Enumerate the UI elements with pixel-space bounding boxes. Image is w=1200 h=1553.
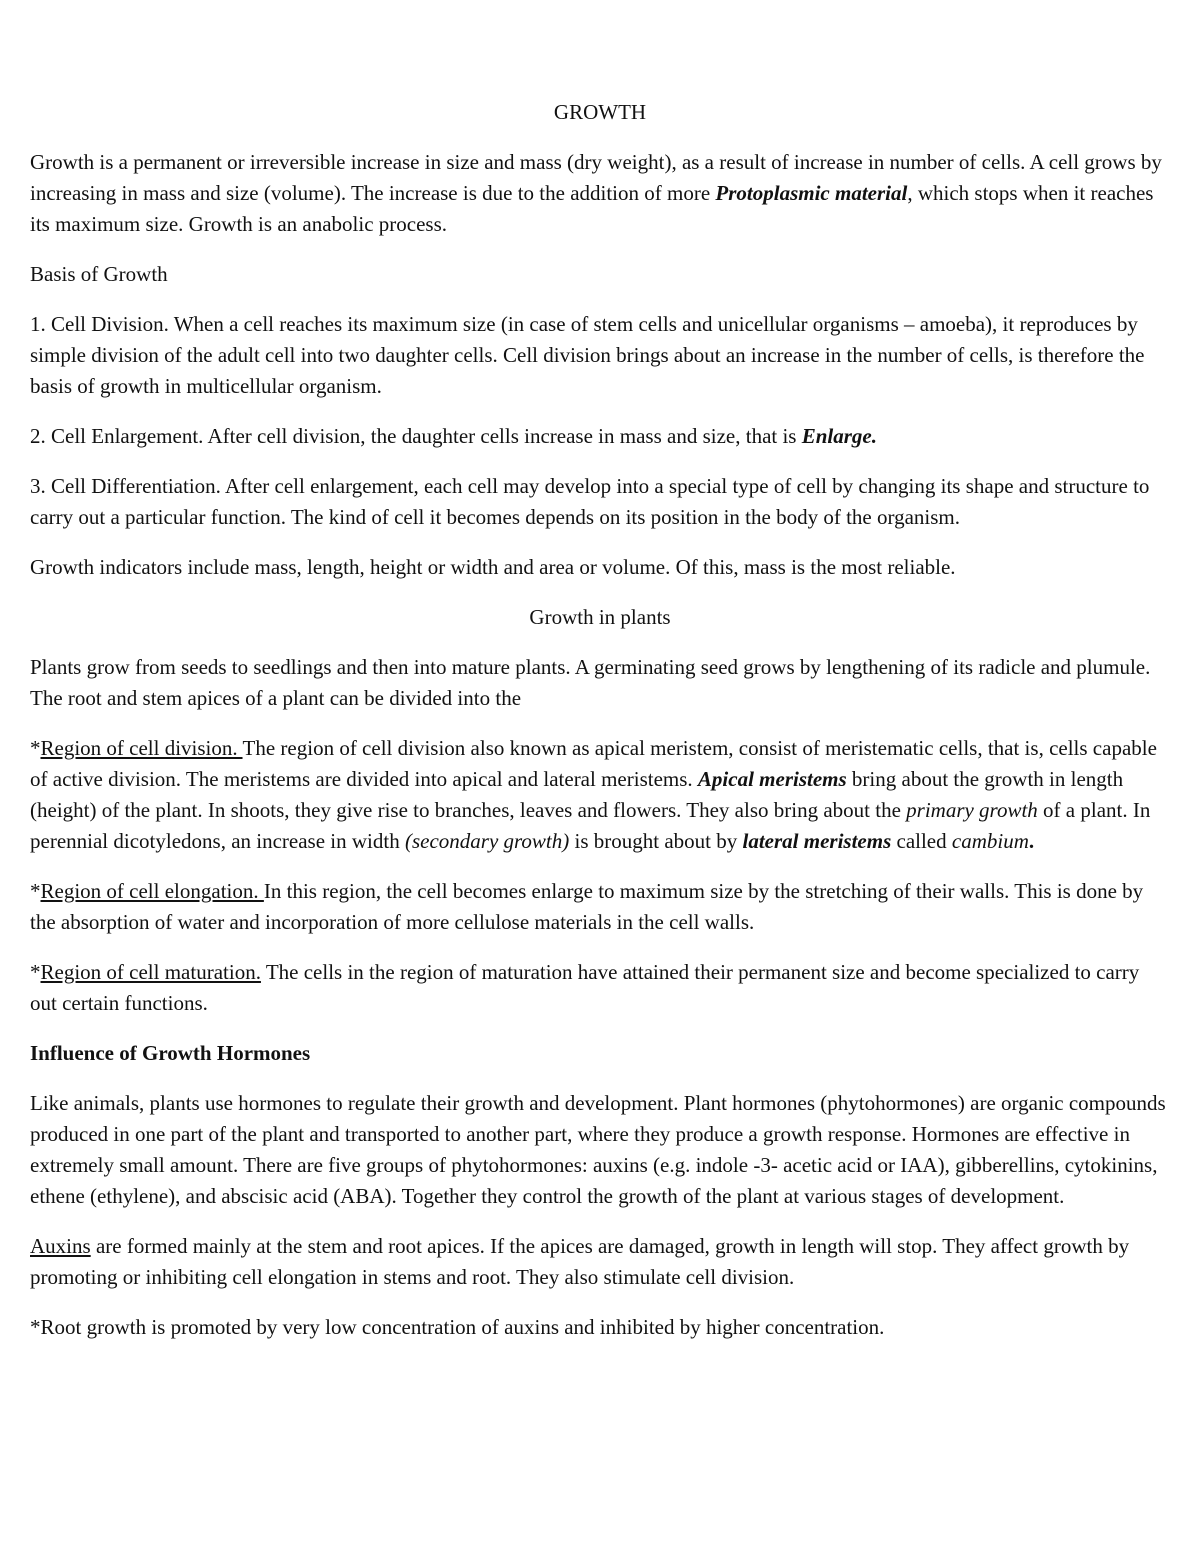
apical-meristems-emphasis: Apical meristems bbox=[697, 767, 847, 791]
region-division-star: * bbox=[30, 736, 41, 760]
intro-paragraph bbox=[30, 147, 1170, 240]
plants-intro-paragraph: Plants grow from seeds to seedlings and then into mature plants. A germinating seed grows by lengthening of its radicle and plumule. The root and stem apices of a plant can be divided into the bbox=[30, 655, 1151, 710]
auxins-text: are formed mainly at the stem and root apices. If the apices are damaged, growth in length will stop. They affect growth by promoting or inhibiting cell elongation in stems and root. They also stimulate cell division. bbox=[30, 1234, 1130, 1289]
region-maturation-label: Region of cell maturation. bbox=[40, 960, 261, 984]
region-division-label: Region of cell division. bbox=[40, 736, 243, 760]
lateral-meristems-emphasis: lateral meristems bbox=[742, 829, 892, 853]
region-elongation-paragraph bbox=[30, 876, 1170, 938]
cell-enlargement-emphasis: Enlarge. bbox=[801, 424, 877, 448]
intro-text-2: , which stops when it reaches its maximum size. Growth is an anabolic process. bbox=[30, 181, 1154, 236]
region-division-text-6: . bbox=[1028, 829, 1035, 853]
region-division-text-3: of a plant. In perennial dicotyledons, an increase in width bbox=[30, 798, 1151, 853]
region-maturation-star: * bbox=[30, 960, 41, 984]
auxins-paragraph bbox=[30, 1231, 1170, 1293]
region-maturation-text: The cells in the region of maturation have attained their permanent size and become specialized to carry out certain functions. bbox=[30, 960, 1140, 1015]
root-growth-paragraph: *Root growth is promoted by very low concentration of auxins and inhibited by higher concentration. bbox=[30, 1315, 885, 1339]
intro-emphasis: Protoplasmic material bbox=[715, 181, 908, 205]
region-division-text-1: The region of cell division also known as apical meristem, consist of meristematic cells, that is, cells capable of active division. The meristems are divided into apical and lateral meristems. bbox=[30, 736, 1157, 791]
intro-text-1: Growth is a permanent or irreversible increase in size and mass (dry weight), as a result of increase in number of cells. A cell grows by increasing in mass and size (volume). The increase is due to the addition of more bbox=[30, 150, 1162, 205]
primary-growth-italic: primary growth bbox=[906, 798, 1038, 822]
cell-differentiation-paragraph: 3. Cell Differentiation. After cell enlargement, each cell may develop into a special type of cell by changing its shape and structure to carry out a particular function. The kind of cell it becomes depends on its position in the body of the organism. bbox=[30, 474, 1150, 529]
region-elongation-star: * bbox=[30, 879, 41, 903]
region-division-paragraph bbox=[30, 733, 1170, 857]
cell-division-paragraph: 1. Cell Division. When a cell reaches its maximum size (in case of stem cells and unicellular organisms – amoeba), it reproduces by simple division of the adult cell into two daughter cells. Cell division brings about an increase in the number of cells, is therefore the basis of growth in multicellular organism. bbox=[30, 312, 1145, 398]
indicators-paragraph: Growth indicators include mass, length, height or width and area or volume. Of this, mass is the most reliable. bbox=[30, 555, 956, 579]
region-maturation-paragraph bbox=[30, 957, 1170, 1019]
region-elongation-text: In this region, the cell becomes enlarge to maximum size by the stretching of their walls. This is done by the absorption of water and incorporation of more cellulose materials in the cell walls. bbox=[30, 879, 1144, 934]
cell-enlargement-text: 2. Cell Enlargement. After cell division, the daughter cells increase in mass and size, that is bbox=[30, 424, 802, 448]
hormones-heading: Influence of Growth Hormones bbox=[30, 1041, 311, 1065]
cell-enlargement-paragraph bbox=[30, 421, 1170, 452]
secondary-growth-italic: (secondary growth) bbox=[404, 829, 570, 853]
region-division-text-4: is brought about by bbox=[569, 829, 743, 853]
cambium-italic: cambium bbox=[951, 829, 1029, 853]
plants-heading: Growth in plants bbox=[529, 605, 671, 629]
auxins-label: Auxins bbox=[30, 1234, 91, 1258]
region-division-text-2: bring about the growth in length (height) of the plant. In shoots, they give rise to branches, leaves and flowers. They also bring about the bbox=[30, 767, 1124, 822]
hormones-intro-paragraph: Like animals, plants use hormones to regulate their growth and development. Plant hormones (phytohormones) are organic compounds produced in one part of the plant and transported to another part, where they produce a growth response. Hormones are effective in extremely small amount. There are five groups of phytohormones: auxins (e.g. indole -3- acetic acid or IAA), gibberellins, cytokinins, ethene (ethylene), and abscisic acid (ABA). Together they control the growth of the plant at various stages of development. bbox=[30, 1091, 1166, 1208]
basis-heading: Basis of Growth bbox=[30, 262, 168, 286]
region-elongation-label: Region of cell elongation. bbox=[40, 879, 264, 903]
document-title: GROWTH bbox=[553, 100, 647, 124]
region-division-text-5: called bbox=[891, 829, 952, 853]
